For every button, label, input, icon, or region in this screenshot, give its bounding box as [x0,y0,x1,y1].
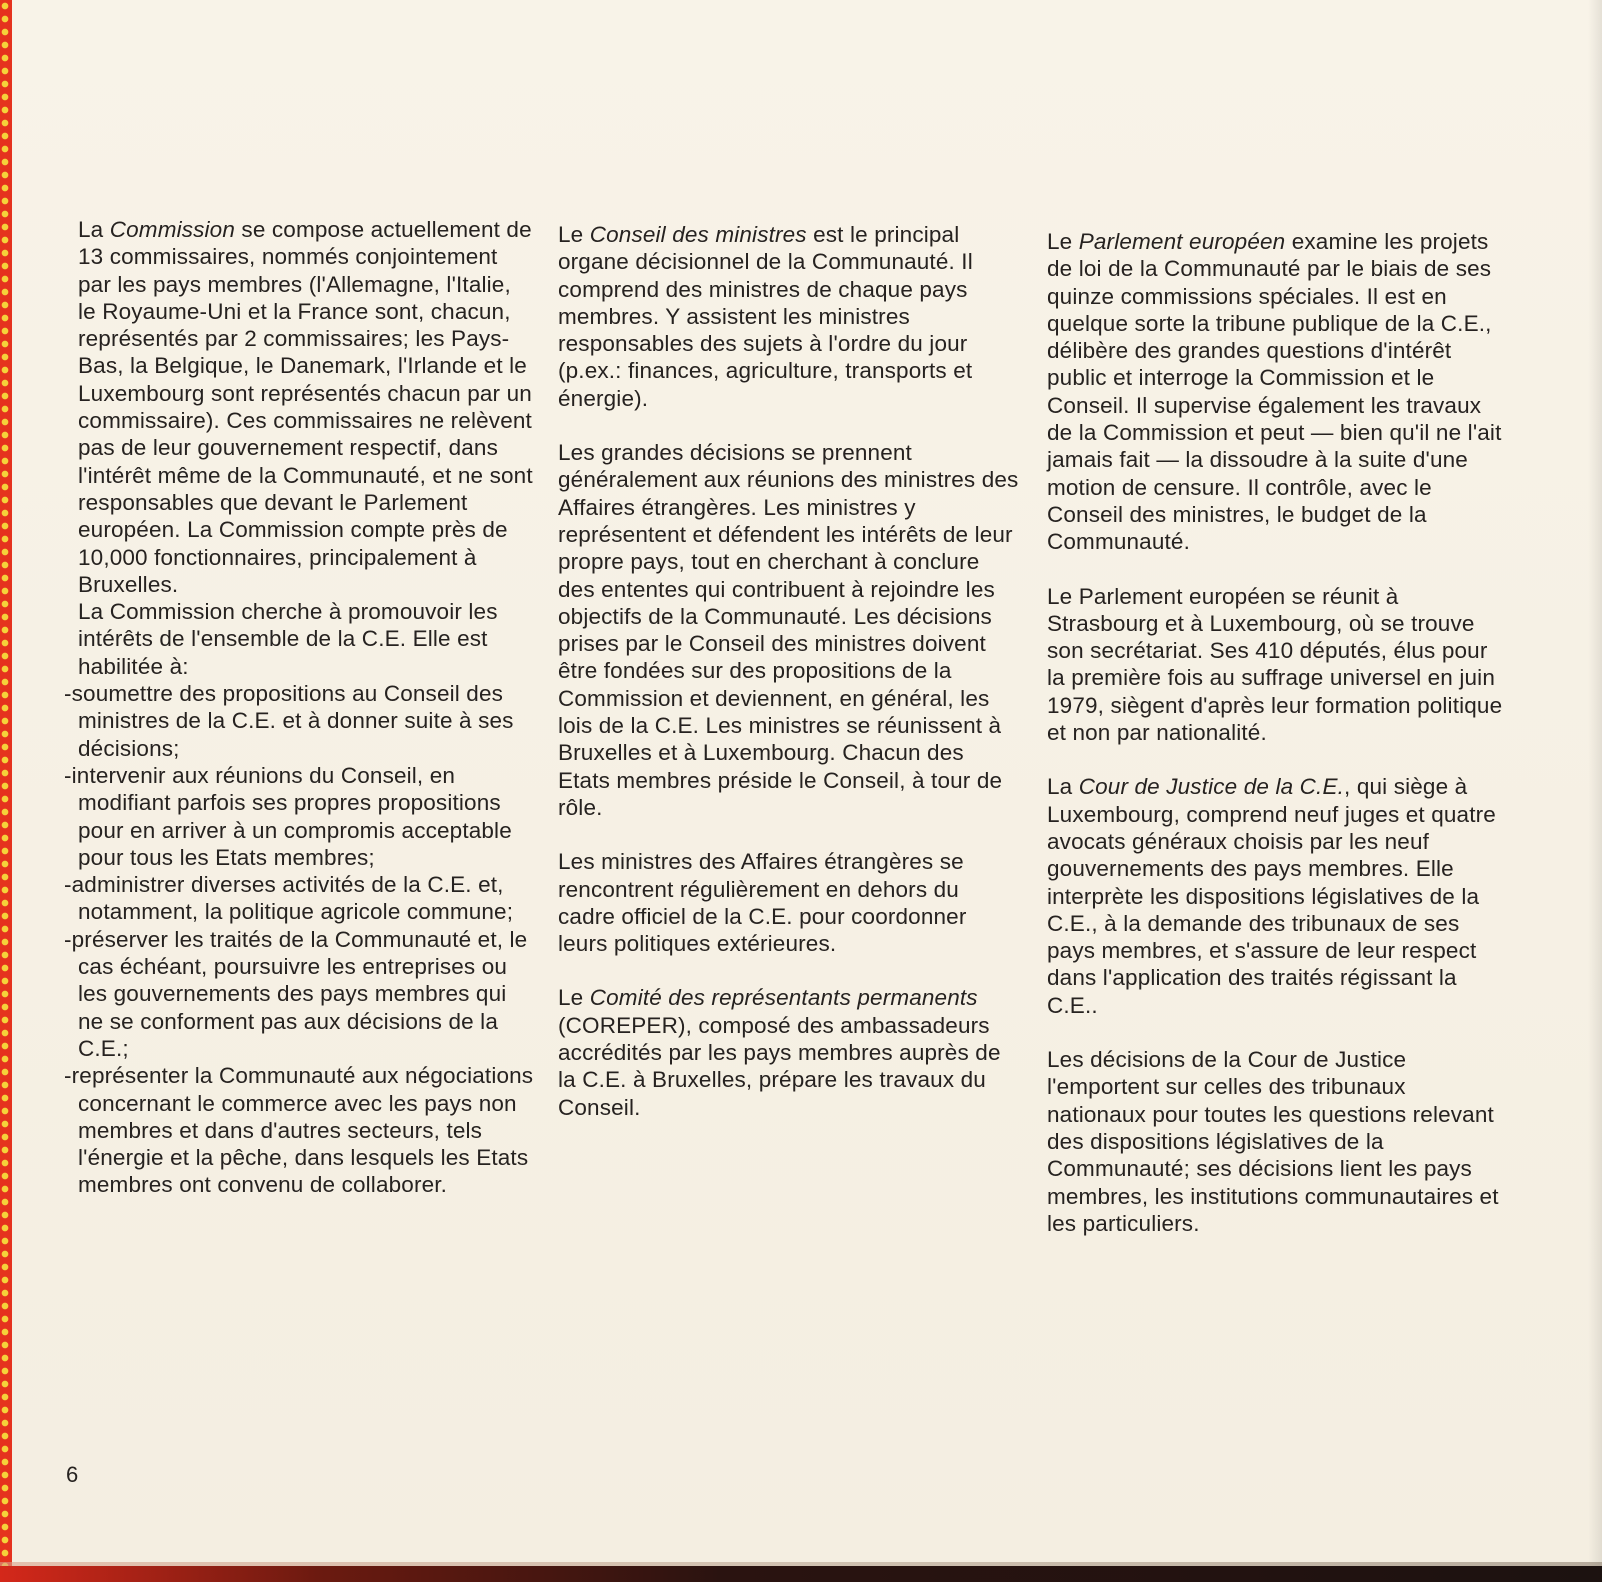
term-court: Cour de Justice de la C.E. [1078,774,1345,800]
decorative-edge-strip [0,0,12,1582]
list-item: -représenter la Communauté aux négociations concernant le commerce avec les pays non membres et dans d'autres secteurs, tels l'énergie et la pêche, dans lesquels les Etats membres ont convenu de collaborer. [64,1063,534,1198]
list-item: -intervenir aux réunions du Conseil, en modifiant parfois ses propres propositions pour en arriver à un compromis acceptable pour tous les Etats membres; [64,762,512,870]
text-run: (COREPER), composé des ambassadeurs accrédités par les pays membres auprès de la C.E. à Bruxelles, prépare les travaux du Conseil. [558,1012,1001,1120]
bottom-edge-band [0,1566,1602,1582]
term-commission: Commission [109,217,236,242]
column-council [558,221,1020,1121]
commission-paragraph [64,216,534,598]
parliament-paragraph [1047,228,1507,556]
text-run: est le principal organe décisionnel de la Communauté. Il comprend des ministres de chaque pays membres. Y assistent les ministres responsables des sujets à l'ordre du jour (p.ex.: finances, agriculture, transports et énergie). [558,222,973,411]
term-coreper: Comité des représentants permanents [589,985,978,1011]
list-item: -préserver les traités de la Communauté et, le cas échéant, poursuivre les entreprises ou les gouvernements des pays membres qui ne se conforment pas aux décisions de la C.E.; [64,926,528,1061]
text-run: Le [558,985,590,1011]
foreign-ministers-paragraph: Les ministres des Affaires étrangères se rencontrent régulièrement en dehors du cadre officiel de la C.E. pour coordonner leurs politiques extérieures. [558,849,967,957]
council-paragraph [558,221,1020,412]
page-fold-shadow [1588,0,1602,1582]
term-council: Conseil des ministres [589,222,807,247]
page-number: 6 [66,1462,79,1487]
term-parliament: Parlement européen [1078,229,1286,254]
list-item: -soumettre des propositions au Conseil des ministres de la C.E. et à donner suite à ses décisions; [64,681,514,761]
list-item: -administrer diverses activités de la C.E. et, notamment, la politique agricole commune; [64,872,514,925]
text-run: Le [558,222,590,247]
text-run: La [78,217,110,242]
court-decisions-paragraph: Les décisions de la Cour de Justice l'emportent sur celles des tribunaux nationaux pour toutes les questions relevant des dispositions législatives de la Communauté; ses décisions lient les pays membres, les institutions communautaires et les particuliers. [1047,1047,1499,1236]
parliament-seat-paragraph: Le Parlement européen se réunit à Strasbourg et à Luxembourg, où se trouve son secrétariat. Ses 410 députés, élus pour la première fois au suffrage universel en juin 1979, siègent d'après leur formation politique et non par nationalité. [1047,583,1503,746]
text-run: , qui siège à Luxembourg, comprend neuf juges et quatre avocats généraux choisis par les neuf gouvernements des pays membres. Elle interprète les dispositions législatives de la C.E., à la demande des tribunaux de ses pays membres, et s'assure de leur respect dans l'application des traités régissant la C.E.. [1047,774,1496,1018]
council-decisions-paragraph: Les grandes décisions se prennent généralement aux réunions des ministres des Affaires étrangères. Les ministres y représentent et défendent les intérêts de leur propre pays, tout en cherchant à conclure des ententes qui contribuent à rejoindre les objectifs de la Communauté. Les décisions prises par le Conseil des ministres doivent être fondées sur des propositions de la Commission et deviennent, en général, les lois de la C.E. Les ministres se réunissent à Bruxelles et à Luxembourg. Chacun des Etats membres préside le Conseil, à tour de rôle. [558,440,1019,820]
coreper-paragraph [558,984,1020,1120]
commission-powers-intro: La Commission cherche à promouvoir les intérêts de l'ensemble de la C.E. Elle est habilitée à: [78,599,498,679]
column-commission [64,216,534,1199]
text-run: Le [1047,229,1079,254]
text-run: examine les projets de loi de la Communauté par le biais de ses quinze commissions spéciales. Il est en quelque sorte la tribune publique de la C.E., délibère des grandes questions d'intérêt public et interroge la Commission et le Conseil. Il supervise également les travaux de la Commission et peut — bien qu'il ne l'ait jamais fait — la dissoudre à la suite d'une motion de censure. Il contrôle, avec le Conseil des ministres, le budget de la Communauté. [1047,229,1502,555]
column-parliament [1047,228,1507,1237]
text-run: se compose actuellement de 13 commissaires, nommés conjointement par les pays membres (l'Allemagne, l'Italie, le Royaume-Uni et la France sont, chacun, représentés par 2 commissaires; les Pays-Bas, la Belgique, le Danemark, l'Irlande et le Luxembourg sont représentés chacun par un commissaire). Ces commissaires ne relèvent pas de leur gouvernement respectif, dans l'intérêt même de la Communauté, et ne sont responsables que devant le Parlement européen. La Commission compte près de 10,000 fonctionnaires, principalement à Bruxelles. [78,217,533,597]
text-run: La [1047,774,1079,800]
court-paragraph [1047,773,1507,1019]
